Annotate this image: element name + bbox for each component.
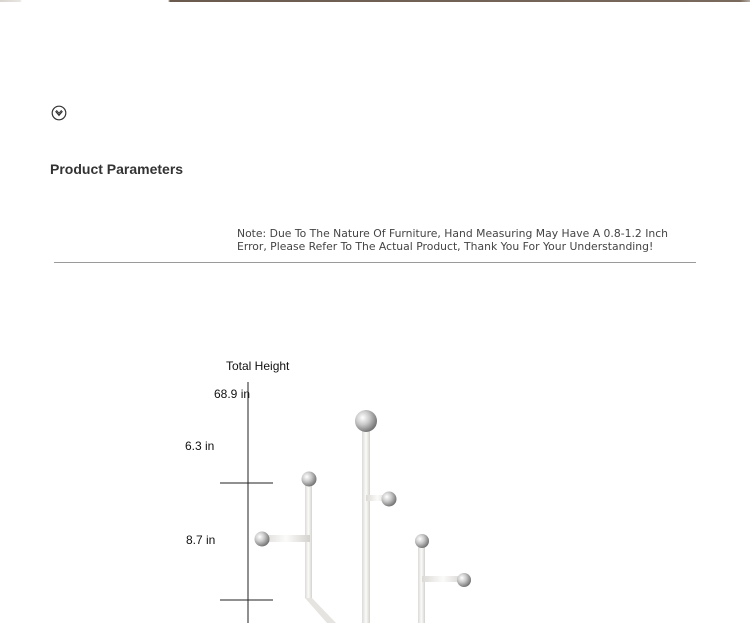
knob-top: [355, 410, 377, 432]
divider: [54, 262, 696, 263]
right-pole: [418, 542, 464, 623]
chevron-down-circle-icon[interactable]: [51, 105, 67, 121]
note-line-1: Note: Due To The Nature Of Furniture, Hand Measuring May Have A 0.8-1.2 Inch: [237, 227, 669, 240]
coat-rack-illustration: [0, 330, 750, 623]
section-title: Product Parameters: [50, 161, 184, 177]
knob-center-side: [382, 492, 397, 507]
left-pole: [262, 480, 336, 623]
segment-top-value: 6.3 in: [185, 439, 215, 453]
top-image-strip: [0, 0, 750, 2]
knob-left-side: [255, 532, 270, 547]
knob-left-top: [302, 472, 317, 487]
total-height-label: Total Height: [226, 359, 290, 373]
center-pole: [362, 424, 389, 623]
knob-right-top: [415, 534, 429, 548]
measurement-note: [237, 227, 697, 253]
knob-right-side: [457, 573, 471, 587]
segment-middle-value: 8.7 in: [186, 533, 216, 547]
note-line-2: Error, Please Refer To The Actual Product, Thank You For Your Understanding!: [237, 240, 654, 253]
dimension-diagram: [0, 330, 750, 623]
total-height-value: 68.9 in: [214, 387, 251, 401]
dimension-lines: [220, 382, 273, 623]
